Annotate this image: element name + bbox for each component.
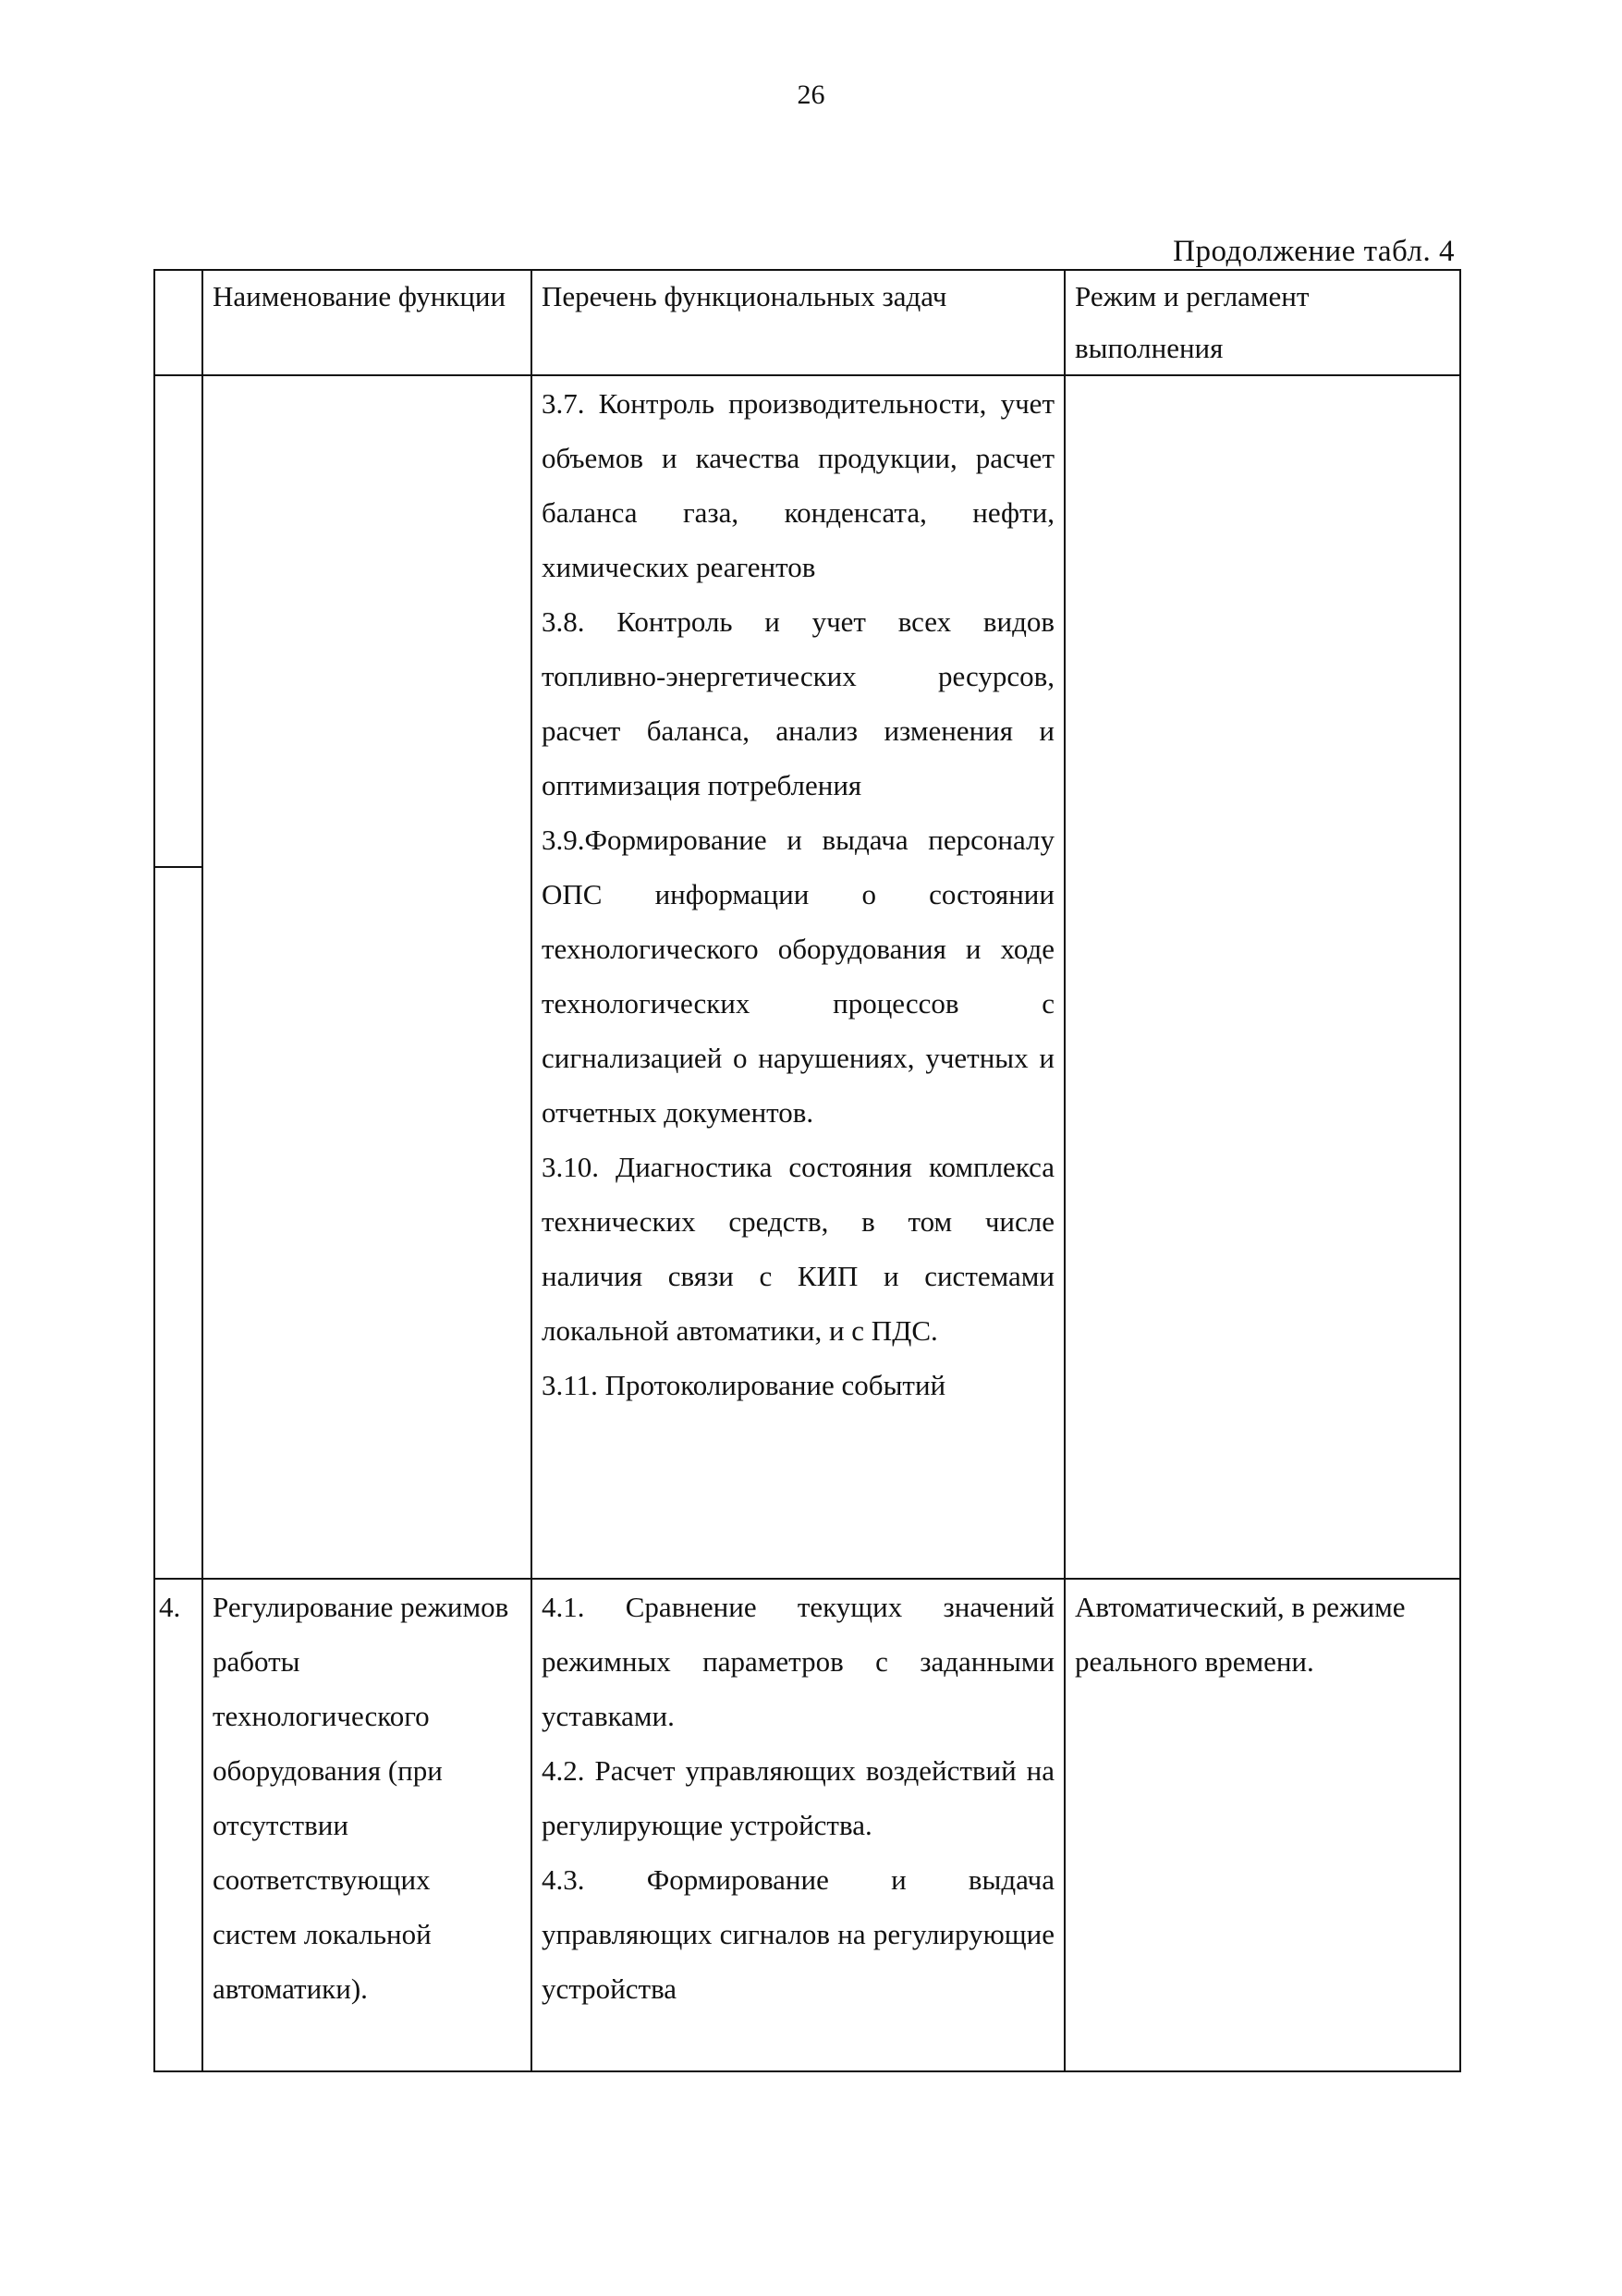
task-item: 3.11. Протоколирование событий <box>542 1369 946 1401</box>
row-number: 4. <box>154 1579 202 2071</box>
task-item: 3.8. Контроль и учет всех видов топливно-энергетических ресурсов, расчет баланса, анализ изменения и оптимизация потребления <box>542 605 1055 801</box>
task-item: 3.7. Контроль производительности, учет объемов и качества продукции, расчет баланса газа, конденсата, нефти, химических реагентов <box>542 387 1055 583</box>
table-row <box>154 375 1460 1579</box>
cell-divider <box>155 866 201 868</box>
header-function-name: Наименование функции <box>202 270 531 375</box>
task-list-cell <box>531 1579 1065 2071</box>
task-list-cell <box>531 375 1065 1579</box>
mode-cell: Автоматический, в режиме реального времени. <box>1065 1579 1460 2071</box>
functions-table <box>153 269 1461 2072</box>
page-number: 26 <box>797 79 825 110</box>
table-caption: Продолжение табл. 4 <box>1173 235 1455 268</box>
header-mode: Режим и регламент выполнения <box>1065 270 1460 375</box>
task-item: 4.1. Сравнение текущих значений режимных параметров с заданными уставками. <box>542 1591 1055 1732</box>
task-item: 4.2. Расчет управляющих воздействий на регулирующие устройства. <box>542 1754 1055 1841</box>
table-row <box>154 1579 1460 2071</box>
task-item: 3.10. Диагностика состояния комплекса технических средств, в том числе наличия связи с КИП и системами локальной автоматики, и с ПДС. <box>542 1151 1055 1347</box>
mode-cell <box>1065 375 1460 1579</box>
header-number <box>154 270 202 375</box>
function-name-cell <box>202 375 531 1579</box>
row-number <box>154 375 202 1579</box>
table-header-row <box>154 270 1460 375</box>
task-item: 4.3. Формирование и выдача управляющих сигналов на регулирующие устройства <box>542 1863 1055 2005</box>
task-item: 3.9.Формирование и выдача персоналу ОПС информации о состоянии технологического оборудования и ходе технологических процессов с сигнализацией о нарушениях, учетных и отчетных документов. <box>542 824 1055 1129</box>
header-task-list: Перечень функциональных задач <box>531 270 1065 375</box>
function-name-cell: Регулирование режимов работы технологического оборудования (при отсутствии соответствующих систем локальной автоматики). <box>202 1579 531 2071</box>
